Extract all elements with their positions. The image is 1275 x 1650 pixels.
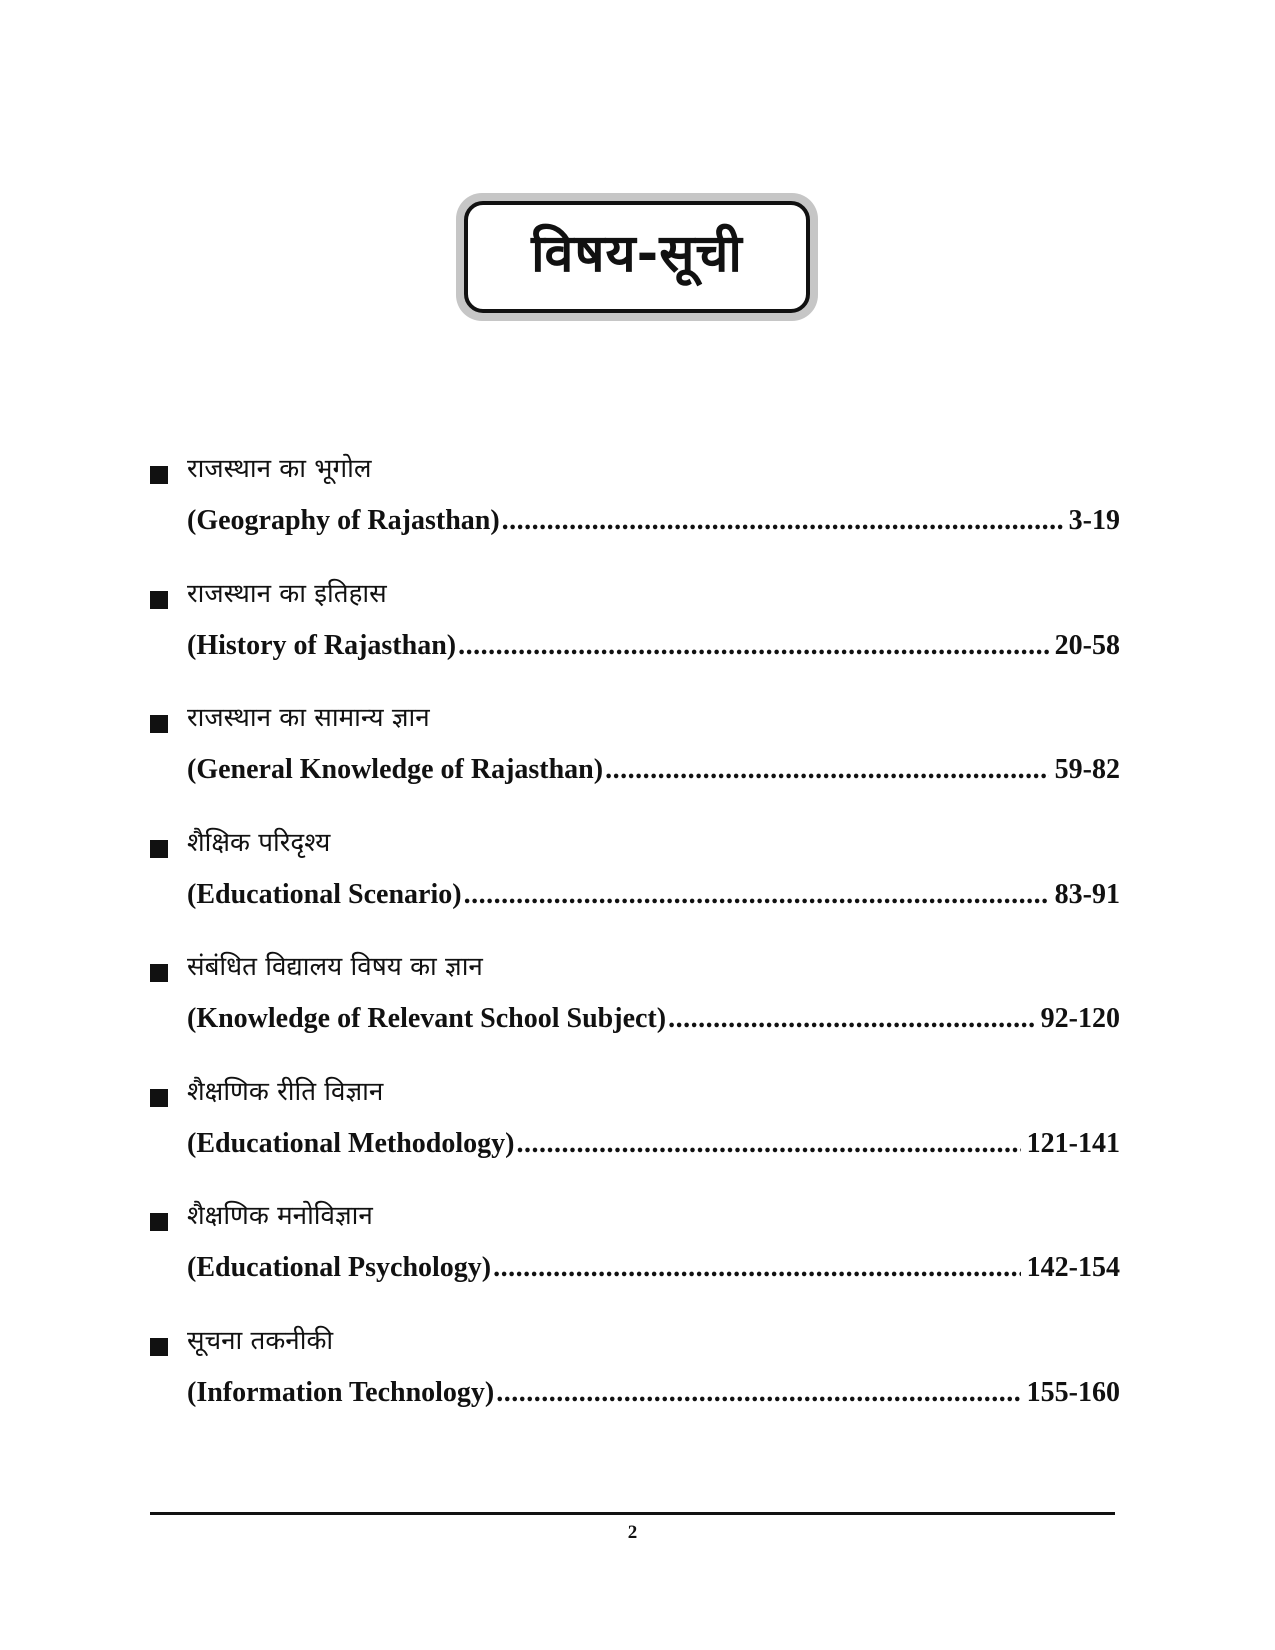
toc-entry[interactable] (150, 829, 1120, 954)
dot-leader (493, 1250, 1021, 1286)
title-frame (456, 193, 818, 321)
toc-entry-english-line (187, 1250, 1120, 1286)
toc-entry-english-title: (History of Rajasthan) (187, 629, 457, 661)
toc-entry-english-title: (Knowledge of Relevant School Subject) (187, 1003, 667, 1034)
toc-entry-hindi-title: शैक्षिक परिदृश्य (187, 827, 331, 858)
dot-leader (668, 1001, 1035, 1037)
square-bullet-icon (150, 715, 168, 733)
square-bullet-icon (150, 840, 168, 858)
toc-entry-english-title: (Geography of Rajasthan) (187, 505, 500, 536)
toc-entry-english-line (187, 503, 1120, 539)
square-bullet-icon (150, 1089, 168, 1107)
toc-entry-english-line (187, 752, 1120, 788)
toc-entry-pages: 20-58 (1054, 629, 1120, 661)
page-number: 2 (627, 1522, 638, 1543)
toc-entry-english-line (187, 877, 1120, 913)
toc-entry-english-title: (Educational Methodology) (187, 1127, 515, 1159)
toc-entry-hindi-title: राजस्थान का सामान्य ज्ञान (187, 703, 430, 733)
title-box (464, 201, 810, 313)
dot-leader (496, 1375, 1020, 1411)
toc-entry-english-title: (Educational Scenario) (187, 878, 462, 910)
toc-entry[interactable] (150, 953, 1120, 1078)
toc-entry[interactable] (150, 455, 1120, 580)
toc-entry-english-line (187, 1375, 1120, 1411)
square-bullet-icon (150, 591, 168, 609)
toc-entry-english-title: (Information Technology) (187, 1376, 495, 1408)
toc-entry-hindi-title: शैक्षणिक रीति विज्ञान (187, 1076, 384, 1107)
toc-entry[interactable] (150, 1078, 1120, 1203)
toc-entry[interactable] (150, 704, 1120, 829)
square-bullet-icon (150, 1338, 168, 1356)
toc-entry-hindi-title: संबंधित विद्यालय विषय का ज्ञान (187, 952, 483, 982)
toc-entry-english-line (187, 1001, 1120, 1037)
footer-divider (150, 1512, 1115, 1515)
dot-leader (605, 752, 1049, 788)
toc-entry-hindi-title: राजस्थान का इतिहास (187, 578, 387, 609)
toc-entry-pages: 142-154 (1026, 1252, 1120, 1283)
table-of-contents (150, 455, 1120, 1451)
dot-leader (464, 877, 1049, 913)
page-title: विषय-सूची (531, 224, 743, 284)
toc-entry-english-title: (Educational Psychology) (187, 1252, 492, 1283)
toc-entry[interactable] (150, 580, 1120, 705)
toc-entry-pages: 83-91 (1054, 878, 1120, 910)
toc-entry-pages: 155-160 (1026, 1376, 1120, 1408)
toc-entry-pages: 3-19 (1068, 505, 1120, 536)
toc-entry-english-line (187, 1126, 1120, 1162)
toc-entry-english-line (187, 628, 1120, 664)
square-bullet-icon (150, 1213, 168, 1231)
square-bullet-icon (150, 466, 168, 484)
dot-leader (458, 628, 1049, 664)
toc-entry-english-title: (General Knowledge of Rajasthan) (187, 754, 604, 785)
toc-entry-pages: 121-141 (1026, 1127, 1120, 1159)
dot-leader (516, 1126, 1020, 1162)
toc-entry-pages: 59-82 (1054, 754, 1120, 785)
toc-entry-hindi-title: शैक्षणिक मनोविज्ञान (187, 1201, 373, 1231)
toc-entry[interactable] (150, 1202, 1120, 1327)
dot-leader (502, 503, 1063, 539)
toc-entry-hindi-title: राजस्थान का भूगोल (187, 454, 372, 484)
toc-entry-pages: 92-120 (1040, 1003, 1120, 1034)
toc-entry[interactable] (150, 1327, 1120, 1452)
toc-entry-hindi-title: सूचना तकनीकी (187, 1325, 334, 1356)
square-bullet-icon (150, 964, 168, 982)
